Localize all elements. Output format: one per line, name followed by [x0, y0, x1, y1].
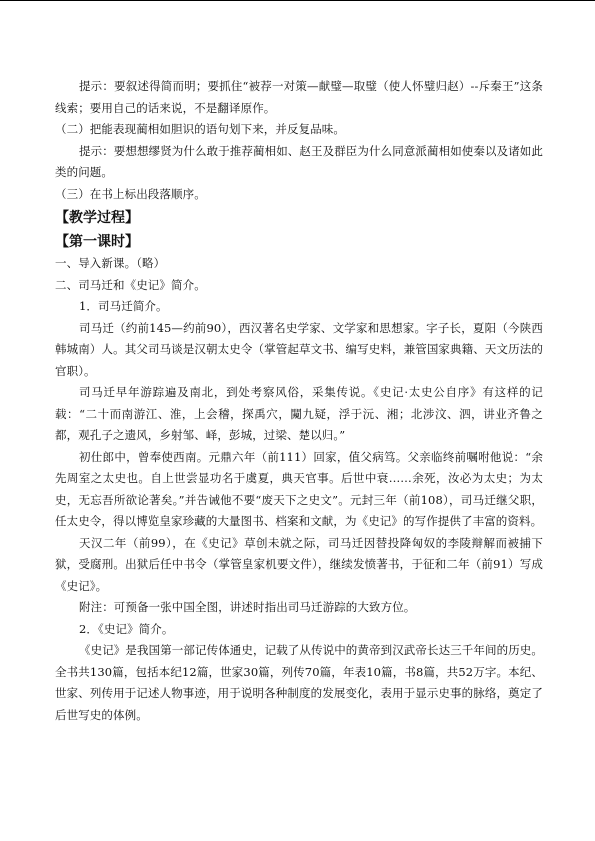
question-item-3: （三）在书上标出段落顺序。	[55, 186, 206, 201]
paragraph-note: 附注：可预备一张中国全图，讲述时指出司马迁游踪的大致方位。	[79, 600, 416, 614]
paragraph-shiji: 《史记》是我国第一部记传体通史，记载了从传说中的黄帝到汉武帝长达三千年间的历史。全书共130篇，包括本纪12篇，世家30篇，列传70篇，年表10篇，书8篇，共52万字。本纪、世家、列传用于记述人物事迹，用于说明各种制度的发展变化，表用于显示史事的脉络，奠定了后世写史的体例。	[55, 643, 543, 722]
paragraph-travels: 司马迁早年游踪遍及南北，到处考察风俗，采集传说。《史记·太史公自序》有这样的记载：“二十而南游江、淮，上会稽，探禹穴，闚九疑，浮于沅、湘；北涉汶、泗，讲业齐鲁之都，观孔子之遗风，乡射邹、峄，彭城，过梁、楚以归。”	[55, 385, 543, 442]
step-1: 一、导入新课。（略）	[55, 256, 166, 270]
paragraph-official-career: 初仕郎中，曾奉使西南。元鼎六年（前111）回家，值父病笃。父亲临终前嘱咐他说：“余先周室之太史也。自上世尝显功名于虞夏，典天官事。后世中衰……余死，汝必为太史；为太史，无忘吾所欲论著矣。”并告诫他不要“废天下之史文”。元封三年（前108），司马迁继父职，任太史令，得以博览皇家珍藏的大量图书、档案和文献，为《史记》的写作提供了丰富的资料。	[55, 449, 543, 528]
step-2: 二、司马迁和《史记》简介。	[55, 277, 206, 292]
subsection-2-title: 2．《史记》简介。	[79, 621, 174, 636]
page-top-rule	[0, 0, 595, 1]
hint-paragraph-1: 提示：要叙述得简而明；要抓住“被荐一对策—献璧—取璧（使人怀璧归赵）--斥秦王”这条线索；要用自己的话来说，不是翻译原作。	[55, 79, 543, 115]
heading-first-lesson: 【第一课时】	[55, 234, 139, 250]
paragraph-tianhan: 天汉二年（前99），在《史记》草创未就之际，司马迁因替投降匈奴的李陵辩解而被捕下狱，受腐刑。出狱后任中书令（掌管皇家机要文件），继续发愤著书，于征和二年（前91）写成《史记》。	[55, 535, 543, 593]
heading-teaching-process: 【教学过程】	[55, 210, 139, 226]
document-body	[55, 76, 543, 726]
question-item-2: （二）把能表现蔺相如胆识的语句划下来，并反复品味。	[55, 122, 345, 136]
paragraph-sima-intro: 司马迁（约前145—约前90），西汉著名史学家、文学家和思想家。字子长，夏阳（今陕西韩城南）人。其父司马谈是汉朝太史令（掌管起草文书、编写史料，兼管国家典籍、天文历法的官职）。	[55, 320, 543, 378]
subsection-1-title: 1．司马迁简介。	[79, 299, 168, 313]
hint-paragraph-2: 提示：要想想缪贤为什么敢于推荐蔺相如、赵王及群臣为什么同意派蔺相如使秦以及诸如此类的问题。	[55, 143, 543, 179]
